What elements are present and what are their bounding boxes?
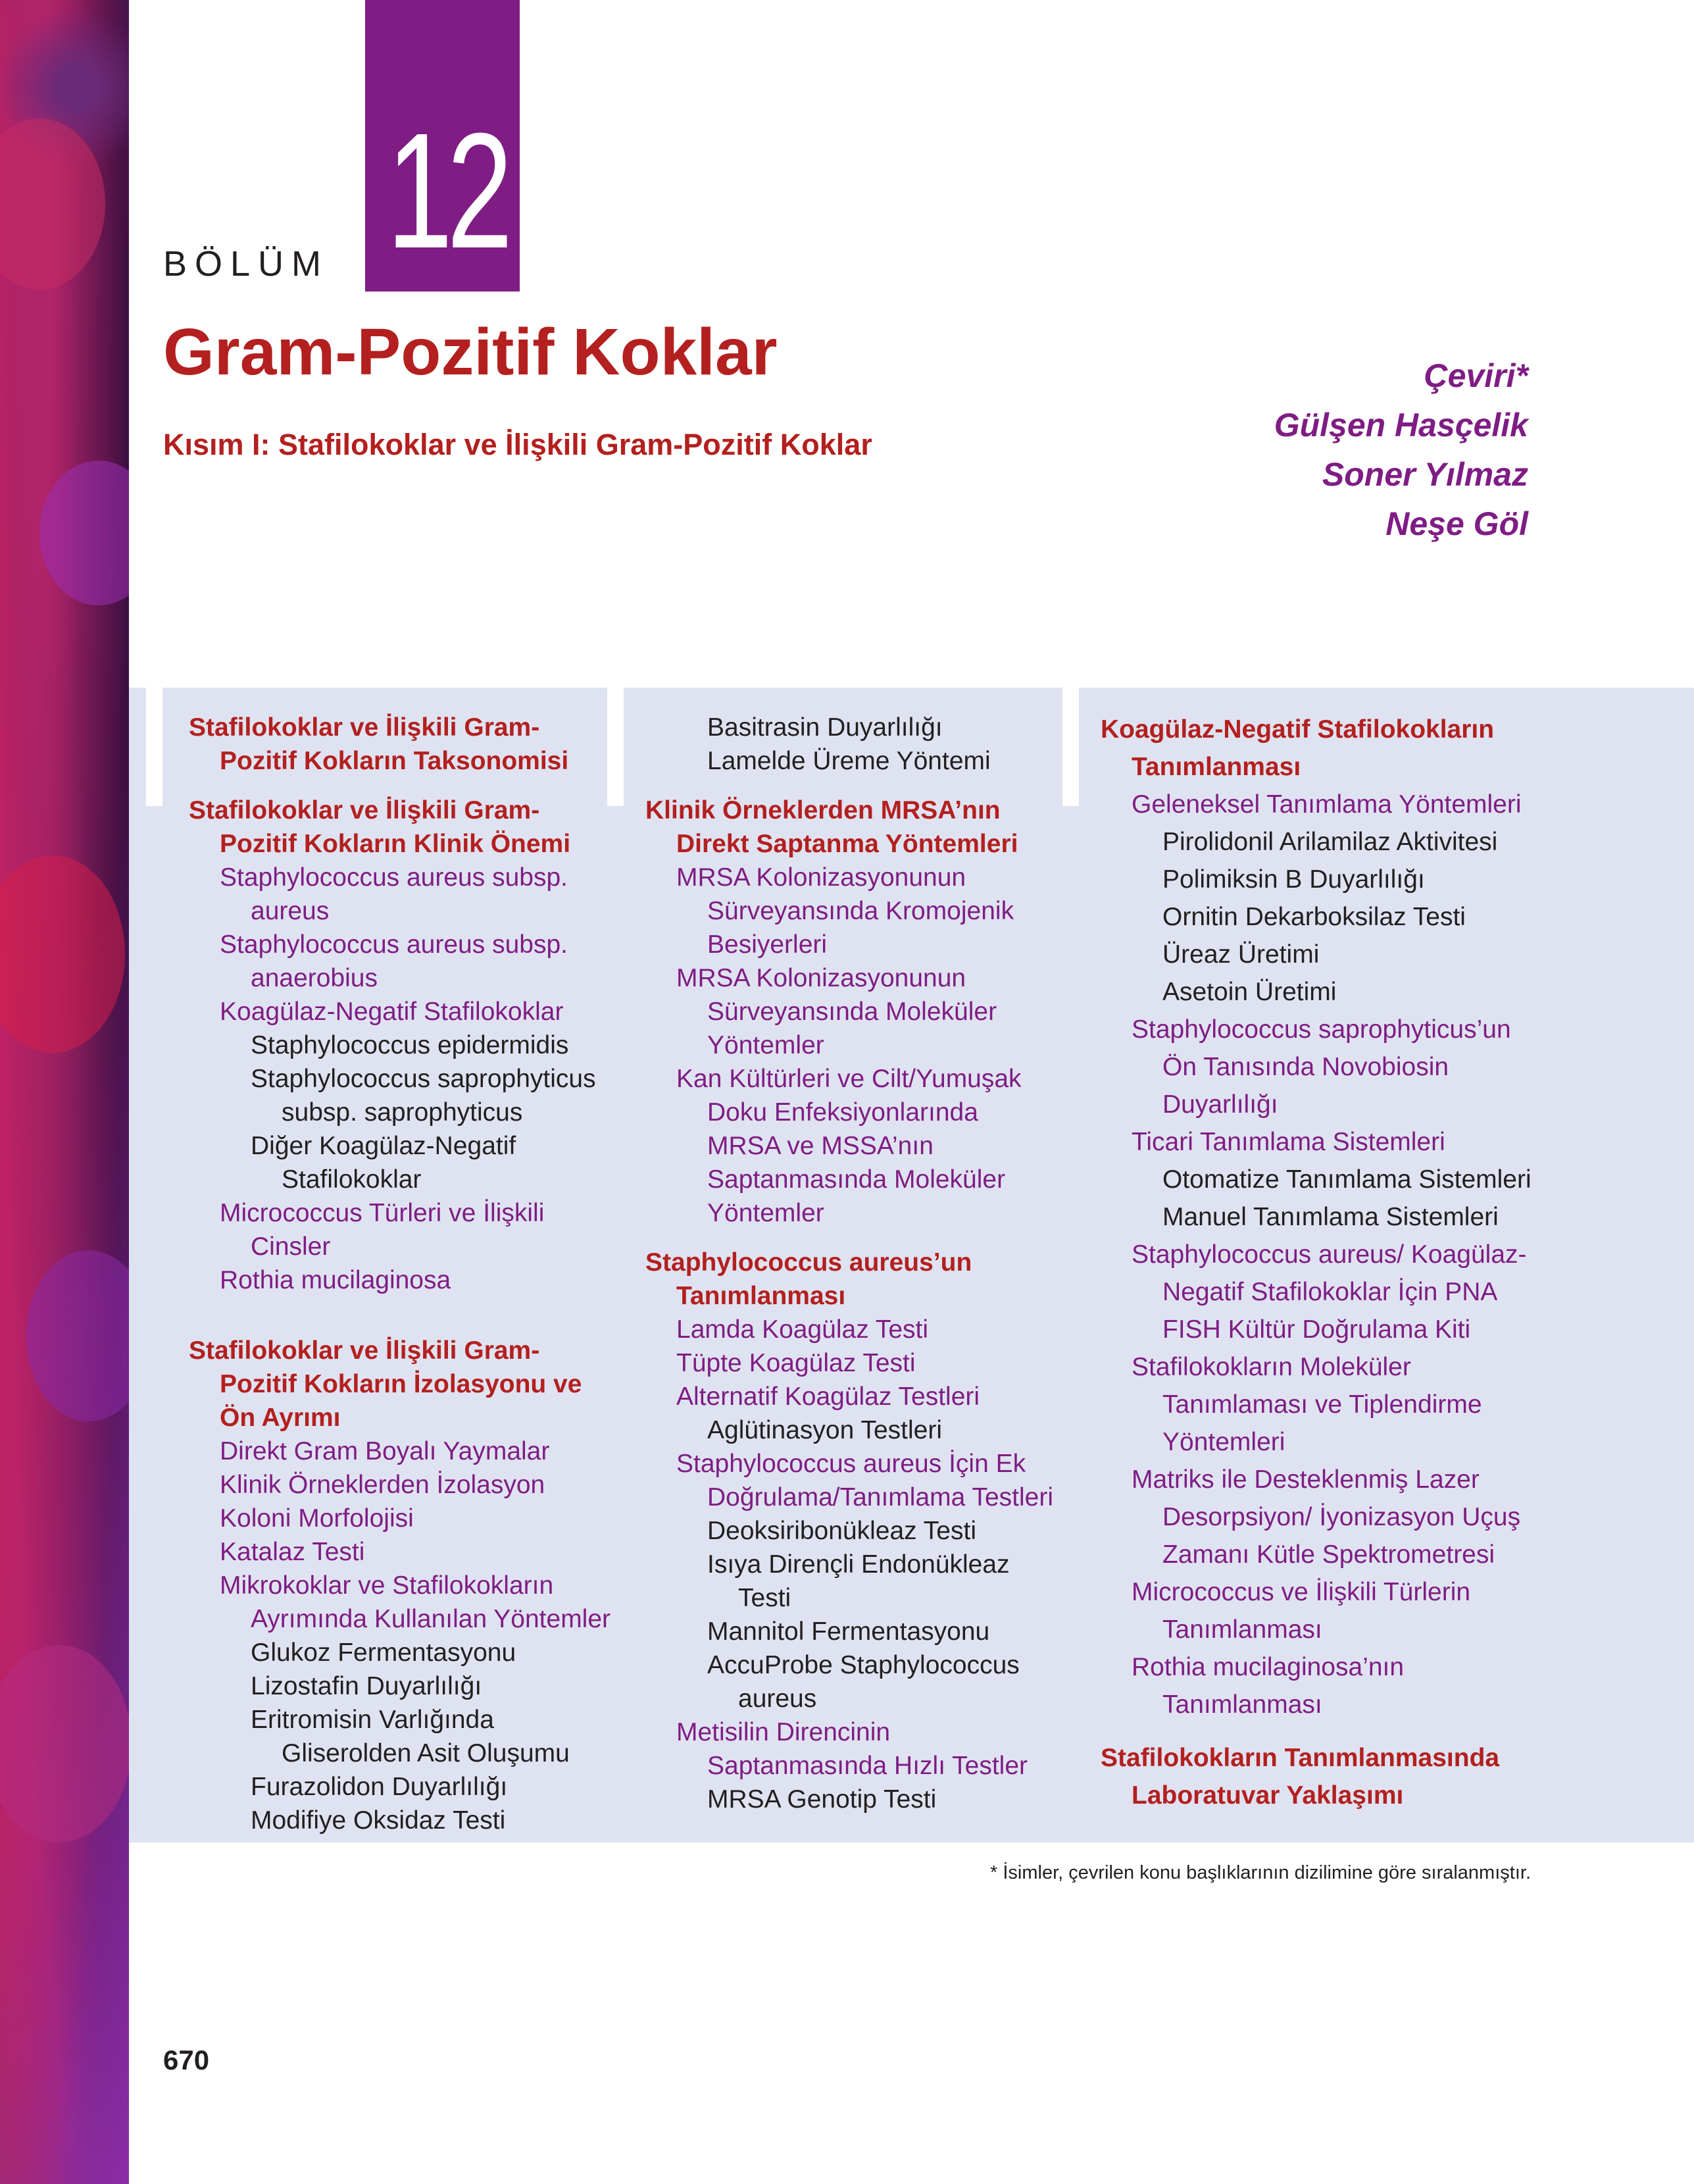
toc-entry: Ticari Tanımlama Sistemleri bbox=[1132, 1128, 1445, 1156]
toc-entry: Koagülaz-Negatif Stafilokokların Tanımlanması bbox=[1101, 715, 1495, 781]
toc-entry: Staphylococcus aureus’un Tanımlanması bbox=[645, 1248, 972, 1310]
translator-name: Neşe Göl bbox=[1385, 505, 1528, 542]
toc-entry: AccuProbe Staphylococcus aureus bbox=[707, 1651, 1020, 1713]
toc-entry: Metisilin Direncinin Saptanmasında Hızlı Testler bbox=[676, 1718, 1028, 1780]
panel-notch bbox=[1062, 688, 1079, 806]
toc-entry: Stafilokoklar ve İlişkili Gram-Pozitif Kokların Taksonomisi bbox=[189, 713, 569, 775]
toc-entry: Katalaz Testi bbox=[220, 1538, 365, 1566]
toc-entry: Klinik Örneklerden MRSA’nın Direkt Saptanma Yöntemleri bbox=[645, 796, 1018, 858]
toc-entry: Glukoz Fermentasyonu bbox=[251, 1638, 516, 1667]
toc-entry: MRSA Kolonizasyonunun Sürveyansında Kromojenik Besiyerleri bbox=[676, 863, 1014, 959]
toc-entry: Furazolidon Duyarlılığı bbox=[251, 1773, 508, 1801]
toc-entry: Staphylococcus aureus İçin Ek Doğrulama/Tanımlama Testleri bbox=[676, 1450, 1053, 1511]
toc-entry: Ornitin Dekarboksilaz Testi bbox=[1162, 903, 1466, 931]
toc-entry: Alternatif Koagülaz Testleri bbox=[676, 1383, 980, 1411]
toc-entry: Tüpte Koagülaz Testi bbox=[676, 1349, 916, 1377]
toc-column-2 bbox=[645, 711, 1053, 1816]
translator-name: Soner Yılmaz bbox=[1322, 456, 1528, 493]
toc-entry: Asetoin Üretimi bbox=[1162, 978, 1337, 1006]
toc-entry: Diğer Koagülaz-Negatif Stafilokoklar bbox=[251, 1132, 516, 1194]
toc-entry: Eritromisin Varlığında Gliserolden Asit Oluşumu bbox=[251, 1706, 570, 1767]
toc-entry: Koagülaz-Negatif Stafilokoklar bbox=[220, 998, 564, 1026]
toc-entry: Modifiye Oksidaz Testi bbox=[251, 1806, 506, 1835]
toc-entry: Lizostafin Duyarlılığı bbox=[251, 1672, 482, 1700]
page-number: 670 bbox=[163, 2044, 210, 2075]
toc-entry: Üreaz Üretimi bbox=[1162, 940, 1320, 969]
toc-spacer bbox=[189, 1297, 616, 1334]
toc-spacer bbox=[645, 1230, 1053, 1246]
toc-spacer bbox=[189, 778, 616, 794]
toc-entry: Staphylococcus saprophyticus’un Ön Tanısında Novobiosin Duyarlılığı bbox=[1132, 1015, 1511, 1119]
toc-entry: Lamda Koagülaz Testi bbox=[676, 1315, 929, 1344]
toc-entry: Staphylococcus aureus subsp. aureus bbox=[220, 863, 568, 925]
translator-list bbox=[1274, 351, 1528, 549]
toc-spacer bbox=[1101, 1723, 1535, 1739]
chapter-number-box bbox=[365, 0, 520, 292]
toc-entry: Staphylococcus epidermidis bbox=[251, 1031, 569, 1059]
toc-entry: Manuel Tanımlama Sistemleri bbox=[1162, 1203, 1499, 1231]
chapter-title: Gram-Pozitif Koklar bbox=[163, 315, 778, 389]
toc-entry: MRSA Kolonizasyonunun Sürveyansında Moleküler Yöntemler bbox=[676, 964, 997, 1059]
toc-entry: Micrococcus Türleri ve İlişkili Cinsler bbox=[220, 1199, 545, 1261]
toc-entry: Deoksiribonükleaz Testi bbox=[707, 1517, 976, 1545]
toc-entry: Direkt Gram Boyalı Yaymalar bbox=[220, 1437, 550, 1465]
panel-notch bbox=[146, 688, 162, 806]
toc-entry: Otomatize Tanımlama Sistemleri bbox=[1162, 1165, 1532, 1194]
toc-entry: Mannitol Fermentasyonu bbox=[707, 1617, 990, 1646]
toc-entry: Aglütinasyon Testleri bbox=[707, 1416, 942, 1444]
toc-entry: Polimiksin B Duyarlılığı bbox=[1162, 865, 1425, 894]
toc-entry: Kan Kültürleri ve Cilt/Yumuşak Doku Enfeksiyonlarında MRSA ve MSSA’nın Saptanmasında Moleküler Yöntemler bbox=[676, 1065, 1022, 1227]
toc-column-1 bbox=[189, 711, 616, 1837]
toc-entry: Koloni Morfolojisi bbox=[220, 1504, 414, 1533]
toc-entry: Rothia mucilaginosa’nın Tanımlanması bbox=[1132, 1653, 1405, 1719]
toc-entry: Matriks ile Desteklenmiş Lazer Desorpsiyon/ İyonizasyon Uçuş Zamanı Kütle Spektrometresi bbox=[1132, 1465, 1521, 1569]
toc-entry: Stafilokokların Tanımlanmasında Laboratuvar Yaklaşımı bbox=[1101, 1744, 1500, 1810]
chapter-label: BÖLÜM bbox=[163, 244, 330, 284]
toc-entry: Staphylococcus aureus/ Koagülaz-Negatif Stafilokoklar İçin PNA FISH Kültür Doğrulama Kiti bbox=[1132, 1240, 1527, 1344]
translation-label: Çeviri* bbox=[1424, 357, 1528, 394]
translator-name: Gülşen Hasçelik bbox=[1274, 407, 1528, 444]
toc-entry: Stafilokoklar ve İlişkili Gram-Pozitif Kokların Klinik Önemi bbox=[189, 796, 571, 858]
toc-entry: Stafilokokların Moleküler Tanımlaması ve Tiplendirme Yöntemleri bbox=[1132, 1353, 1482, 1456]
toc-entry: Klinik Örneklerden İzolasyon bbox=[220, 1471, 545, 1499]
toc-spacer bbox=[645, 778, 1053, 794]
chapter-number: 12 bbox=[386, 99, 507, 282]
toc-entry: Stafilokoklar ve İlişkili Gram-Pozitif Kokların İzolasyonu ve Ön Ayrımı bbox=[189, 1336, 582, 1432]
footnote: * İsimler, çevrilen konu başlıklarının dizilimine göre sıralanmıştır. bbox=[990, 1862, 1531, 1883]
toc-entry: Basitrasin Duyarlılığı bbox=[707, 713, 943, 742]
toc-entry: Geleneksel Tanımlama Yöntemleri bbox=[1132, 790, 1522, 819]
toc-entry: Micrococcus ve İlişkili Türlerin Tanımlanması bbox=[1132, 1578, 1471, 1644]
toc-entry: Mikrokoklar ve Stafilokokların Ayrımında Kullanılan Yöntemler bbox=[220, 1571, 611, 1633]
toc-entry: Staphylococcus aureus subsp. anaerobius bbox=[220, 930, 568, 992]
toc-entry: Pirolidonil Arilamilaz Aktivitesi bbox=[1162, 828, 1498, 856]
toc-entry: Isıya Dirençli Endonükleaz Testi bbox=[707, 1550, 1010, 1612]
toc-entry: Lamelde Üreme Yöntemi bbox=[707, 747, 991, 775]
decorative-side-image bbox=[0, 0, 129, 2184]
toc-column-3 bbox=[1101, 711, 1535, 1814]
toc-entry: Staphylococcus saprophyticus subsp. saprophyticus bbox=[251, 1065, 596, 1127]
chapter-subtitle: Kısım I: Stafilokoklar ve İlişkili Gram-Pozitif Koklar bbox=[163, 428, 872, 461]
toc-entry: MRSA Genotip Testi bbox=[707, 1785, 937, 1814]
toc-entry: Rothia mucilaginosa bbox=[220, 1266, 451, 1294]
